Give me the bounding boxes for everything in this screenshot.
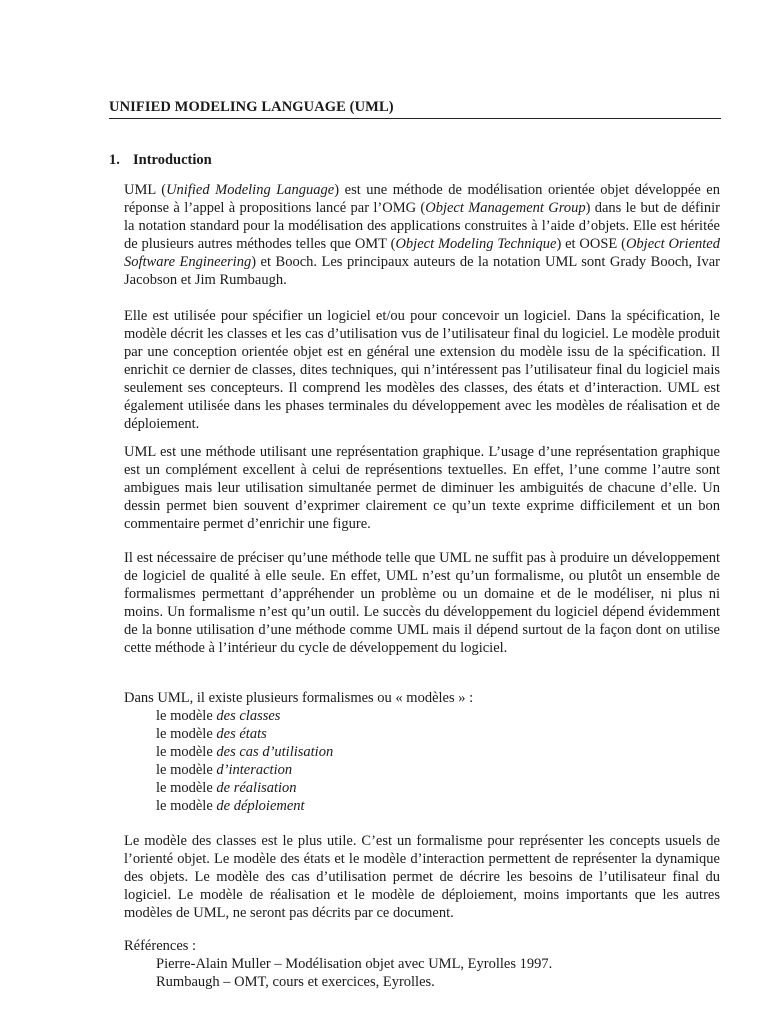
section-number: 1. [109, 152, 120, 168]
paragraph-text: UML est une méthode utilisant une représentation graphique. L’usage d’une représentation graphique est un complément excellent à celui de représentions textuelles. En effet, l’une comme l’autre sont ambigues mais leur utilisation simultanée permet de diminuer les ambiguités de chacune d’elle. Un dessin permet bien souvent d’exprimer clairement ce qu’un texte exprime difficilement et un bon commentaire permet d’enrichir une figure. [124, 444, 720, 532]
paragraph-graphical [124, 443, 720, 533]
italic-term: Object Modeling Technique [395, 236, 557, 252]
model-name: de réalisation [216, 780, 297, 796]
text-run: ) dans le but de définir la notation standard pour la modélisation des applications construites à l’aide d’objets. Elle est héritée de plusieurs autres méthodes telles que OMT ( [124, 200, 720, 252]
model-prefix: le modèle [156, 780, 217, 796]
paragraph-quality [124, 549, 720, 657]
italic-term: Unified Modeling Language [166, 182, 335, 198]
italic-term: Object Oriented Software Engineering [124, 236, 720, 270]
model-prefix: le modèle [156, 762, 217, 778]
text-run: ) et OOSE ( [556, 236, 626, 252]
model-prefix: le modèle [156, 726, 217, 742]
models-section [124, 689, 720, 815]
section-title: Introduction [133, 152, 212, 168]
list-item [124, 797, 720, 815]
paragraph-class-model [124, 832, 720, 922]
model-prefix: le modèle [156, 708, 217, 724]
section-heading [109, 151, 212, 169]
model-prefix: le modèle [156, 744, 217, 760]
paragraph-text: Le modèle des classes est le plus utile. C’est un formalisme pour représenter les concepts usuels de l’orienté objet. Le modèle des états et le modèle d’interaction permettent de représenter la dynamique des objets. Le modèle des cas d’utilisation permet de décrire les besoins de l’utilisateur final du logiciel. Le modèle de réalisation et le modèle de déploiement, moins importants que les autres modèles de UML, ne seront pas décrits par ce document. [124, 833, 720, 921]
italic-term: Object Management Group [425, 200, 586, 216]
text-run: ) est une méthode de modélisation orientée objet développée en réponse à l’appel à propositions lancé par l’OMG ( [124, 182, 720, 216]
reference-item: Pierre-Alain Muller – Modélisation objet avec UML, Eyrolles 1997. [156, 956, 553, 972]
list-item [124, 725, 720, 743]
list-item [124, 779, 720, 797]
references-label: Références : [124, 938, 197, 954]
document-title: UNIFIED MODELING LANGUAGE (UML) [109, 99, 721, 119]
paragraph-uml-definition [124, 181, 720, 289]
list-item [124, 707, 720, 725]
model-name: des états [216, 726, 267, 742]
list-item [124, 743, 720, 761]
text-run: ) et Booch. Les principaux auteurs de la notation UML sont Grady Booch, Ivar Jacobson et Jim Rumbaugh. [124, 254, 720, 288]
model-prefix: le modèle [156, 798, 217, 814]
paragraph-text: Elle est utilisée pour spécifier un logiciel et/ou pour concevoir un logiciel. Dans la spécification, le modèle décrit les classes et les cas d’utilisation vus de l’utilisateur final du logiciel. Le modèle produit par une conception orientée objet est en général une extension du modèle issu de la spécification. Il enrichit ce dernier de classes, dites techniques, qui n’intéressent pas l’utilisateur final du logiciel mais seulement ses concepteurs. Il comprend les modèles des classes, des états et d’interaction. UML est également utilisée dans les phases terminales du développement avec les modèles de réalisation et de déploiement. [124, 308, 720, 432]
model-name: des cas d’utilisation [216, 744, 334, 760]
models-list [124, 707, 720, 815]
paragraph-usage [124, 307, 720, 433]
references-list [124, 955, 720, 991]
model-name: de déploiement [216, 798, 305, 814]
reference-item: Rumbaugh – OMT, cours et exercices, Eyrolles. [156, 974, 435, 990]
models-intro: Dans UML, il existe plusieurs formalismes ou « modèles » : [124, 690, 474, 706]
model-name: d’interaction [216, 762, 293, 778]
list-item [124, 761, 720, 779]
paragraph-text: Il est nécessaire de préciser qu’une méthode telle que UML ne suffit pas à produire un développement de logiciel de qualité à elle seule. En effet, UML n’est qu’un formalisme, ou plutôt un ensemble de formalismes permettant d’appréhender un problème ou un domaine et de le modéliser, ni plus ni moins. Un formalisme n’est qu’un outil. Le succès du développement du logiciel dépend évidemment de la bonne utilisation d’une méthode comme UML mais il dépend surtout de la façon dont on utilise cette méthode à l’intérieur du cycle de développement du logiciel. [124, 550, 720, 656]
model-name: des classes [216, 708, 281, 724]
references-section [124, 937, 720, 991]
text-run: UML ( [124, 182, 167, 198]
